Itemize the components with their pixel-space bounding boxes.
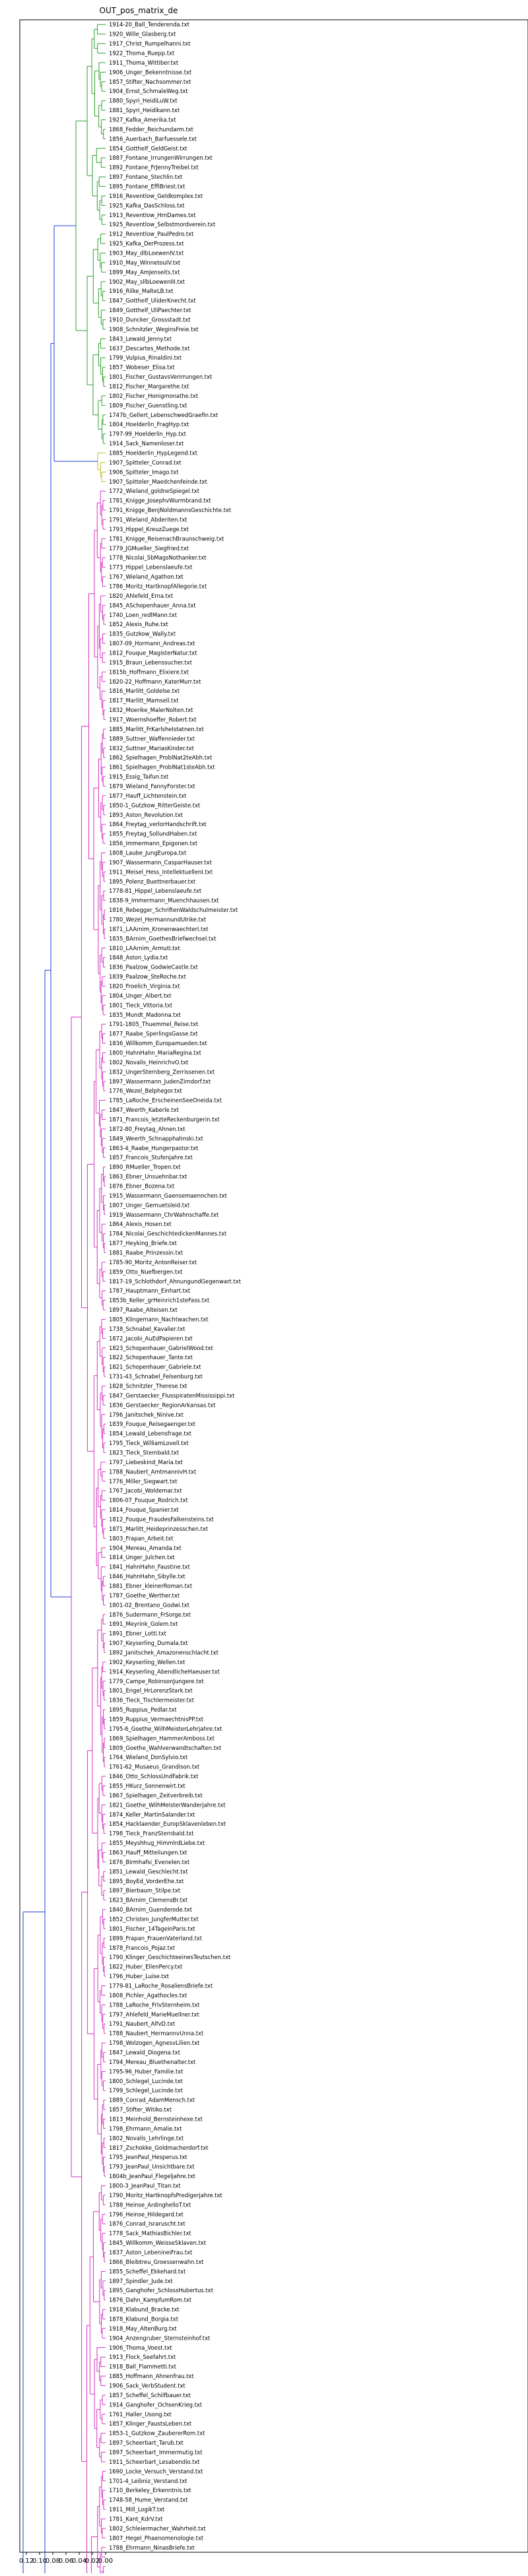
leaf-label: 1791-1805_Thuemmel_Reise.txt [109,1021,199,1028]
leaf-label: 1796_Heinse_Hildegard.txt [109,2210,183,2218]
leaf-label: 1808_Pichler_Agathocles.txt [109,1991,187,1999]
leaf-label: 1747b_Gellert_LebenschwedGraefin.txt [109,411,218,418]
leaf-label: 1846_HahnHahn_Sibylle.txt [109,1573,185,1580]
leaf-label: 1812_Fischer_Margarethe.txt [109,383,189,390]
leaf-label: 1795_JeanPaul_Hesperus.txt [109,2154,187,2161]
leaf-label: 1788_Naubert_AmtmannivH.txt [109,1468,197,1475]
leaf-label: 1701-4_Leibniz_Verstand.txt [109,2477,187,2484]
leaf-label: 1807_Hegel_Phaenomenologie.txt [109,2534,204,2542]
leaf-label: 1797-99_Hoelderlin_Hyp.txt [109,430,186,437]
leaf-label: 1839_Paalzow_SteRoche.txt [109,973,186,981]
leaf-label: 1899_May_AmJenseits.txt [109,269,180,276]
leaf-label: 1895_Ganghofer_SchlossHubertus.txt [109,2287,213,2294]
leaf-label: 1852_Alexis_Ruhe.txt [109,621,168,628]
leaf-label: 1787_Hauptmann_Einhart.txt [109,1287,191,1295]
leaf-label: 1790_Moritz_HartknopfsPredigerjahre.txt [109,2191,222,2199]
leaf-label: 1853-1_Gutzkow_ZaubererRom.txt [109,2430,205,2437]
leaf-label: 1911_Meisel_Hess_IntellektuellenI.txt [109,868,213,876]
leaf-label: 1788_Naubert_HermannvUnna.txt [109,2030,204,2037]
leaf-label: 1802_Novalis_Lehrlinge.txt [109,2135,184,2142]
leaf-label: 1785-90_Moritz_AntonReiser.txt [109,1258,197,1266]
leaf-label: 1843_Lewald_Jenny.txt [109,335,172,342]
leaf-label: 1805_Klingemann_Nachtwachen.txt [109,1316,209,1323]
leaf-label: 1823_BArnim_ClemensBr.txt [109,1896,188,1904]
leaf-label: 1801_Engel_HrLorenzStark.txt [109,1687,193,1694]
leaf-label: 1864_Alexis_Hosen.txt [109,1221,172,1228]
leaf-label: 1767_Wieland_Agathon.txt [109,573,183,581]
leaf-label: 1840_BArnim_Guenderode.txt [109,1906,193,1914]
leaf-label: 1776_Miller_Siegwart.txt [109,1477,178,1485]
leaf-label: 1885_Hoffmann_Ahnenfrau.txt [109,2373,194,2380]
leaf-label: 1897_Bierbaum_Stilpe.txt [109,1887,181,1894]
leaf-label: 1854_Lewald_Lebensfrage.txt [109,1430,191,1437]
leaf-label: 1795-96_Huber_Familie.txt [109,2068,183,2075]
leaf-label: 1820-22_Hoffmann_KaterMurr.txt [109,678,201,685]
leaf-label: 1821_Schopenhauer_Gabriele.txt [109,1363,201,1370]
leaf-label: 1864_Freytag_verlorHandschrift.txt [109,821,207,828]
leaf-label: 1814_Unger_Julchen.txt [109,1554,175,1561]
leaf-label: 1856_Immermann_Epigonen.txt [109,840,198,847]
leaf-label: 1914_Sack_Namenloser.txt [109,440,184,447]
x-tick-label: 0.08 [45,2558,61,2565]
leaf-label: 1878_Francois_Pojaz.txt [109,1944,176,1951]
leaf-label: 1807_Unger_Gemuetsleid.txt [109,1202,190,1209]
leaf-label: 1847_Lewald_Diogena.txt [109,2049,180,2056]
leaf-label: 1915_Essig_Taifun.txt [109,773,169,781]
leaf-label: 1904_Ernst_SchmaleWeg.txt [109,88,188,95]
leaf-label: 1863_Hauff_Mitteilungen.txt [109,1849,187,1856]
leaf-label: 1866_Bleibtreu_Groessenwahn.txt [109,2258,204,2265]
leaf-label: 1902_Keyserling_Wellen.txt [109,1658,185,1665]
leaf-label: 1822_Huber_EllenPercy.txt [109,1963,183,1970]
leaf-label: 1801-02_Brentano_Godwi.txt [109,1601,189,1609]
leaf-label: 1793_Hippel_KreuzZuege.txt [109,525,189,532]
leaf-label: 1832_UngerSternberg_Zerrissenen.txt [109,1068,215,1076]
x-tick-label: 0.02 [84,2558,100,2565]
leaf-label: 1913_Flock_Seefahrt.txt [109,2354,176,2361]
leaf-label: 1897_Scheerbart_Tarub.txt [109,2439,183,2447]
leaf-label: 1815b_Hoffmann_Elixiere.txt [109,668,189,676]
x-tick-label: 0.00 [98,2558,114,2565]
leaf-label: 1852_Christen_JungferMutter.txt [109,1916,199,1923]
leaf-label: 1871_Marlitt_Heideprinzesschen.txt [109,1525,209,1532]
leaf-label: 1836_Gerstaecker_RegionArkansas.txt [109,1401,216,1409]
leaf-label: 1897_Scheerbart_Immermutig.txt [109,2449,203,2456]
leaf-label: 1885_Hoelderlin_HypLegend.txt [109,449,197,457]
leaf-label: 1893_Aston_Revolution.txt [109,811,183,818]
leaf-label: 1895_Polenz_Buettnerbauer.txt [109,878,196,885]
leaf-label: 1776_Wezel_Belphegor.txt [109,1087,182,1095]
leaf-label: 1908_Schnitzler_WeginsFreie.txt [109,325,199,333]
leaf-label: 1918_May_AltenBurg.txt [109,2325,177,2332]
leaf-label: 1871_LAArnim_KronenwaechterI.txt [109,925,209,932]
leaf-label: 1890_RMueller_Tropen.txt [109,1163,181,1171]
leaf-label: 1832_Suttner_MariasKinder.txt [109,744,194,752]
leaf-label: 1802_Novalis_HeinrichvO.txt [109,1058,189,1066]
leaf-label: 1816_Rebegger_SchriftenWaldschulmeister.txt [109,907,238,914]
leaf-label: 1820_Ahlefeld_Erna.txt [109,592,174,599]
leaf-label: 1791_Knigge_BenjNoldmannsGeschichte.txt [109,507,232,514]
leaf-label: 1796_Janitschek_Ninive.txt [109,1411,184,1418]
leaf-label: 1836_Willkomm_Europamueden.txt [109,1040,207,1047]
leaf-label: 1851_Lewald_Geschlecht.txt [109,1868,188,1875]
leaf-label: 1796_Huber_Luise.txt [109,1973,170,1980]
leaf-label: 1911_Mill_LogikT.txt [109,2506,165,2513]
leaf-label: 1637_Descartes_Methode.txt [109,344,190,352]
leaf-labels [109,21,242,2551]
x-tick-label: 0.06 [58,2558,74,2565]
leaf-label: 1891_Meyrink_Golem.txt [109,1621,178,1628]
leaf-label: 1897_Fontane_Stechlin.txt [109,174,183,181]
leaf-label: 1881_Spyri_Heidikann.txt [109,107,180,114]
leaf-label: 1915_Wassermann_Gaensemaennchen.txt [109,1192,227,1199]
leaf-label: 1887_Fontane_IrrungenWirrungen.txt [109,154,213,162]
leaf-label: 1772_Wieland_goldneSpiegel.txt [109,488,199,495]
leaf-label: 1791_Wieland_Abderiten.txt [109,516,187,523]
leaf-label: 1841_HahnHahn_Faustine.txt [109,1563,190,1570]
leaf-label: 1813_Meinhold_Bernsteinhexe.txt [109,2115,203,2123]
leaf-label: 1740_Loen_redlMann.txt [109,611,178,618]
leaf-label: 1920_Wille_Glasberg.txt [109,30,176,38]
leaf-label: 1922_Thoma_Ruepp.txt [109,49,175,57]
leaf-label: 1913_Reventlow_HrnDames.txt [109,211,196,218]
leaf-label: 1791_Naubert_AlfvD.txt [109,2020,176,2028]
leaf-label: 1845_Willkomm_WeisseSklaven.txt [109,2239,207,2247]
leaf-label: 1809_Fischer_Guenstling.txt [109,402,187,409]
leaf-label: 1872_Jacobi_AuEdPapieren.txt [109,1335,193,1342]
leaf-label: 1809_Goethe_Wahlverwandtschaften.txt [109,1744,222,1751]
leaf-label: 1906_Unger_Bekenntnisse.txt [109,69,192,76]
leaf-label: 1871_Francois_letzteReckenburgerin.txt [109,1116,220,1123]
leaf-label: 1881_Raabe_Prinzessin.txt [109,1249,183,1256]
leaf-label: 1916_Rilke_MalteLB.txt [109,288,174,295]
leaf-label: 1853b_Keller_grHeinrich1steFass.txt [109,1297,210,1304]
leaf-label: 1856_Auerbach_Barfuessele.txt [109,135,197,143]
leaf-label: 1904_Mereau_Amanda.txt [109,1544,182,1551]
leaf-label: 1925_Reventlow_Selbstmordverein.txt [109,221,216,228]
leaf-label: 1778_Nicolai_SbMagsNothanker.txt [109,554,207,562]
leaf-label: 1800-3_JeanPaul_Titan.txt [109,2182,181,2189]
leaf-label: 1793_JeanPaul_Unsichtbare.txt [109,2163,195,2170]
leaf-label: 1781_Knigge_ReisenachBraunschweig.txt [109,535,224,542]
x-axis [19,2552,113,2565]
leaf-label: 1876_Sudermann_FrSorge.txt [109,1611,191,1618]
leaf-label: 1780_Wezel_HermannundUlrike.txt [109,916,207,923]
leaf-label: 1917_Christ_Rumpelhanni.txt [109,40,191,48]
leaf-label: 1817_Marlitt_Mamsell.txt [109,697,179,704]
leaf-label: 1807-09_Hormann_Andreas.txt [109,640,195,647]
leaf-label: 1907_Spitteler_Conrad.txt [109,459,182,466]
leaf-label: 1895_Ruppius_Pedlar.txt [109,1706,177,1714]
leaf-label: 1859_Ruppius_VermaechtnisPP.txt [109,1716,204,1723]
leaf-label: 1778_Sack_MathiasBichler.txt [109,2230,191,2237]
leaf-label: 1876_Ebner_Bozena.txt [109,1182,175,1190]
leaf-label: 1897_Raabe_Alteisen.txt [109,1306,178,1314]
leaf-label: 1863_Ebner_Unsuehnbar.txt [109,1173,187,1180]
leaf-label: 1779-81_LaRoche_RosaliensBriefe.txt [109,1982,213,1989]
leaf-label: 1914-20_Ball_Tenderenda.txt [109,21,189,28]
leaf-label: 1877_Heyking_Briefe.txt [109,1240,177,1247]
leaf-label: 1854_Hacklaender_EuropSklavenleben.txt [109,1820,226,1828]
leaf-label: 1911_Thoma_Wittiber.txt [109,59,179,66]
leaf-label: 1788_Ehrmann_NinasBriefe.txt [109,2544,195,2551]
leaf-label: 1801_Fischer_14TageinParis.txt [109,1925,195,1932]
leaf-label: 1788_LaRoche_FrlvSternheim.txt [109,2001,200,2009]
leaf-label: 1778-81_Hippel_Lebenslaeufe.txt [109,887,202,895]
leaf-label: 1855_Scheffel_Ekkehard.txt [109,2268,186,2275]
leaf-label: 1850-1_Gutzkow_RitterGeiste.txt [109,802,201,809]
leaf-label: 1857_Scheffel_Schilfbauer.txt [109,2391,191,2399]
leaf-label: 1918_Klabund_Bracke.txt [109,2306,180,2313]
leaf-label: 1800_HahnHahn_MariaRegina.txt [109,1049,201,1056]
leaf-label: 1847_Weerth_Kaberle.txt [109,1107,179,1114]
leaf-label: 1892_Janitschek_Amazonenschlacht.txt [109,1649,218,1656]
chart-title: OUT_pos_matrix_de [99,6,178,15]
leaf-label: 1788_Heinse_ArdinghelloT.txt [109,2201,191,2208]
leaf-label: 1835_Gutzkow_Wally.txt [109,630,176,637]
leaf-label: 1918_Ball_Flammetti.txt [109,2363,177,2370]
leaf-label: 1891_Ebner_Lotti.txt [109,1630,166,1637]
leaf-label: 1904_Anzengruber_Sternsteinhof.txt [109,2334,211,2342]
leaf-label: 1738_Schnabel_Kavalier.txt [109,1325,185,1332]
leaf-label: 1906_Thoma_Voest.txt [109,2344,172,2351]
leaf-label: 1799_Schlegel_Lucinde.txt [109,2087,183,2094]
leaf-label: 1785_LaRoche_ErscheinenSeeOneida.txt [109,1097,222,1104]
x-tick-label: 0.10 [32,2558,48,2565]
leaf-label: 1799_Vulpius_Rinaldini.txt [109,354,182,362]
leaf-label: 1877_Raabe_SperlingsGasse.txt [109,1030,198,1037]
leaf-label: 1925_Kafka_DasSchloss.txt [109,202,185,209]
leaf-label: 1761_Haller_Usong.txt [109,2410,172,2418]
leaf-label: 1784_Nicolai_GeschichtedickenMannes.txt [109,1230,227,1237]
leaf-label: 1849_Weerth_Schnapphahnski.txt [109,1135,203,1142]
leaf-label: 1794_Mereau_Bluethenalter.txt [109,2058,196,2065]
leaf-label: 1899_Frapan_FrauenVaterland.txt [109,1935,203,1942]
leaf-label: 1779_JGMueller_Siegfried.txt [109,544,189,552]
leaf-label: 1857_Francois_Stufenjahre.txt [109,1154,193,1161]
leaf-label: 1803_Frapan_Arbeit.txt [109,1535,174,1542]
leaf-label: 1912_Reventlow_PaulPedro.txt [109,230,194,238]
leaf-label: 1859_Otto_Nuefbergen.txt [109,1268,183,1275]
leaf-label: 1773_Hippel_Lebenslaeufe.txt [109,564,193,571]
leaf-label: 1761-62_Musaeus_Grandison.txt [109,1763,200,1770]
leaf-label: 1855_Freytag_SollundHaben.txt [109,830,197,837]
leaf-label: 1823_Schopenhauer_GabrielWood.txt [109,1344,213,1351]
leaf-label: 1800_Schlegel_Lucinde.txt [109,2077,183,2084]
leaf-label: 1907_Keyserling_Dumala.txt [109,1640,188,1647]
leaf-label: 1897_Wassermann_JudenZirndorf.txt [109,1078,211,1085]
leaf-label: 1812_Fouque_FraudesFalkensteins.txt [109,1516,214,1523]
leaf-label: 1804_Hoelderlin_FragHyp.txt [109,421,189,428]
leaf-label: 1889_Suttner_Waffennieder.txt [109,735,195,742]
leaf-label: 1838-9_Immermann_Muenchhausen.txt [109,897,219,904]
leaf-label: 1837_Aston_LebenineiFrau.txt [109,2249,193,2256]
leaf-label: 1872-80_Freytag_Ahnen.txt [109,1125,185,1132]
dendrogram-links [23,24,106,2573]
leaf-label: 1802_Schleiermacher_Wahrheit.txt [109,2525,206,2532]
leaf-label: 1821_Goethe_WilhMeisterWanderjahre.txt [109,1801,226,1809]
leaf-label: 1863-4_Raabe_Hungerpastor.txt [109,1144,199,1151]
leaf-label: 1801_Fischer_GustavsVerirrungen.txt [109,373,213,381]
leaf-label: 1867_Spielhagen_Zeitverbreib.txt [109,1791,203,1799]
leaf-label: 1861_Spielhagen_ProblNat1steAbh.txt [109,763,215,771]
leaf-label: 1797_Ahlefeld_MarieMuellner.txt [109,2011,199,2018]
leaf-label: 1847_Gotthelf_UliderKnecht.txt [109,297,196,304]
leaf-label: 1917_Woernshoeffer_Robert.txt [109,716,197,723]
leaf-label: 1907_Wassermann_CasparHauser.txt [109,858,212,866]
leaf-label: 1876_Conrad_Israruscht.txt [109,2220,185,2228]
leaf-label: 1879_Wieland_FannyForster.txt [109,783,195,790]
leaf-label: 1828_Schnitzler_Therese.txt [109,1382,187,1390]
leaf-label: 1790_Klinger_GeschichteeinesTeutschen.txt [109,1954,231,1961]
leaf-label: 1764_Wieland_DonSylvio.txt [109,1754,188,1761]
leaf-label: 1731-43_Schnabel_Felsenburg.txt [109,1373,203,1380]
leaf-label: 1892_Fontane_FrJennyTreibel.txt [109,164,199,171]
leaf-label: 1748-58_Hume_Verstand.txt [109,2496,188,2503]
leaf-label: 1906_Spitteler_Imago.txt [109,468,179,476]
x-tick-label: 0.12 [18,2558,34,2565]
leaf-label: 1847_Gerstaecker_FlusspiratenMississippi.txt [109,1392,235,1399]
leaf-label: 1836_Paalzow_GodwieCastle.txt [109,963,198,971]
leaf-label: 1855_Meyshhug_HimmlrdLiebe.txt [109,1840,205,1847]
leaf-label: 1857_Stifter_Witiko.txt [109,2106,172,2113]
leaf-label: 1781_Knigge_JosephvWurmbrand.txt [109,497,211,504]
plot-frame [20,20,528,2552]
leaf-label: 1878_Klabund_Borgia.txt [109,2315,179,2323]
leaf-label: 1903_May_dlbLoewenIV.txt [109,249,184,257]
leaf-label: 1910_May_WinnetouIV.txt [109,259,181,266]
leaf-label: 1779_Campe_RobinsonJungere.txt [109,1677,204,1685]
leaf-label: 1877_Hauff_Lichtenstein.txt [109,792,187,799]
leaf-label: 1857_Stifter_Nachsommer.txt [109,78,191,85]
leaf-label: 1848_Aston_Lydia.txt [109,954,168,961]
leaf-label: 1817_Zschokke_Goldmacherdorf.txt [109,2144,209,2151]
leaf-label: 1816_Marlitt_Goldelse.txt [109,688,180,695]
leaf-label: 1846_Otto_SchlossUndFabrik.txt [109,1773,199,1780]
leaf-label: 1786_Moritz_HartknopfAllegorie.txt [109,583,207,590]
leaf-label: 1915_Braun_Lebenssucher.txt [109,659,193,666]
leaf-label: 1881_Ebner_kleinerRoman.txt [109,1582,193,1590]
leaf-label: 1911_Scheerbart_Lesabendio.txt [109,2458,200,2465]
leaf-label: 1910_Duncker_Grossstadt.txt [109,316,191,323]
leaf-label: 1835_BArnim_GoethesBriefwechsel.txt [109,935,216,942]
leaf-label: 1857_Wobeser_Elisa.txt [109,364,175,371]
leaf-label: 1919_Wassermann_ChrWahnschaffe.txt [109,1211,219,1218]
leaf-label: 1820_Froelich_Virginia.txt [109,982,180,990]
leaf-label: 1804b_JeanPaul_Flegeljahre.txt [109,2173,195,2180]
leaf-label: 1798_Tieck_FranzSternbald.txt [109,1830,194,1837]
leaf-label: 1801_Tieck_Vittoria.txt [109,1002,173,1009]
leaf-label: 1690_Locke_Versuch_Verstand.txt [109,2468,203,2475]
leaf-label: 1854_Gotthelf_GeldGeist.txt [109,145,187,152]
leaf-label: 1832_Moerike_MalerNolten.txt [109,707,193,714]
leaf-label: 1876_Birmhafsi_Evenelen.txt [109,1858,190,1865]
leaf-label: 1916_Reventlow_Geldkomplex.txt [109,192,203,199]
leaf-label: 1925_Kafka_DerProzess.txt [109,240,184,247]
leaf-label: 1812_Fouque_MagisterNatur.txt [109,649,197,657]
leaf-label: 1897_Spindler_Jude.txt [109,2277,173,2284]
leaf-label: 1876_Dahn_KampfumRom.txt [109,2296,192,2303]
leaf-label: 1804_Unger_Albert.txt [109,992,172,999]
leaf-label: 1798_Ehrmann_Amalie.txt [109,2125,182,2132]
leaf-label: 1906_Sack_VerbStudent.txt [109,2382,185,2389]
leaf-label: 1914_Ganghofer_OchsenKrieg.txt [109,2401,203,2408]
leaf-label: 1810_LAArnim_ArmutI.txt [109,944,180,951]
leaf-label: 1781_Kant_KdrV.txt [109,2515,163,2523]
leaf-label: 1889_Conrad_AdamMensch.txt [109,2096,195,2104]
leaf-label: 1927_Kafka_Amerika.txt [109,116,176,123]
leaf-label: 1787_Goethe_Werther.txt [109,1592,180,1599]
leaf-label: 1710_Berkeley_Erkenntnis.txt [109,2487,191,2494]
leaf-label: 1795_Tieck_WilliamLovell.txt [109,1440,189,1447]
leaf-label: 1823_Tieck_Sternbald.txt [109,1449,180,1456]
leaf-label: 1808_Laube_JungEuropa.txt [109,849,187,856]
leaf-label: 1802_Fischer_Honigmonathe.txt [109,392,199,399]
leaf-label: 1914_Keyserling_AbendlicheHaeuser.txt [109,1668,220,1675]
leaf-label: 1869_Spielhagen_HammerAmboss.txt [109,1735,214,1742]
leaf-label: 1895_Fontane_EffiBriest.txt [109,183,185,190]
leaf-label: 1822_Schopenhauer_Tante.txt [109,1354,193,1361]
leaf-label: 1855_HKurz_Sonnenwirt.txt [109,1782,185,1789]
leaf-label: 1795-6_Goethe_WilhMeisterLehrjahre.txt [109,1725,222,1732]
leaf-label: 1835_Mundt_Madonna.txt [109,1011,181,1018]
leaf-label: 1836_Tieck_Tischlermeister.txt [109,1696,195,1704]
leaf-label: 1806-07_Fouque_Rodrich.txt [109,1497,188,1504]
leaf-label: 1862_Spielhagen_ProblNat2teAbh.txt [109,754,213,761]
leaf-label: 1907_Spitteler_Maedchenfeinde.txt [109,478,207,485]
leaf-label: 1857_Klinger_FaustsLeben.txt [109,2420,192,2428]
leaf-label: 1798_Wolzogen_AgnesvLilien.txt [109,2040,200,2047]
leaf-label: 1797_Liebeskind_Maria.txt [109,1458,183,1465]
leaf-label: 1767_Jacobi_Woldemar.txt [109,1487,182,1495]
leaf-label: 1902_May_sllbLoewenIII.txt [109,278,185,285]
leaf-label: 1880_Spyri_HeidiLuW.txt [109,97,178,104]
x-tick-label: 0.04 [71,2558,87,2565]
leaf-label: 1895_BoyEd_VorderEhe.txt [109,1877,184,1884]
leaf-label: 1885_Marlitt_FrKarlsheIstatnen.txt [109,725,204,732]
leaf-label: 1817-19_Schlothdorf_AhnungundGegenwart.txt [109,1277,241,1285]
leaf-label: 1874_Keller_MartinSalander.txt [109,1811,195,1818]
leaf-label: 1868_Fedder_Reichundarm.txt [109,125,193,133]
leaf-label: 1845_ASchopenhauer_Anna.txt [109,602,196,609]
leaf-label: 1839_Fouque_Reisegaenger.txt [109,1421,196,1428]
leaf-label: 1814_Fouque_Spanier.txt [109,1506,179,1514]
leaf-label: 1849_Gotthelf_UliPaechter.txt [109,307,191,314]
